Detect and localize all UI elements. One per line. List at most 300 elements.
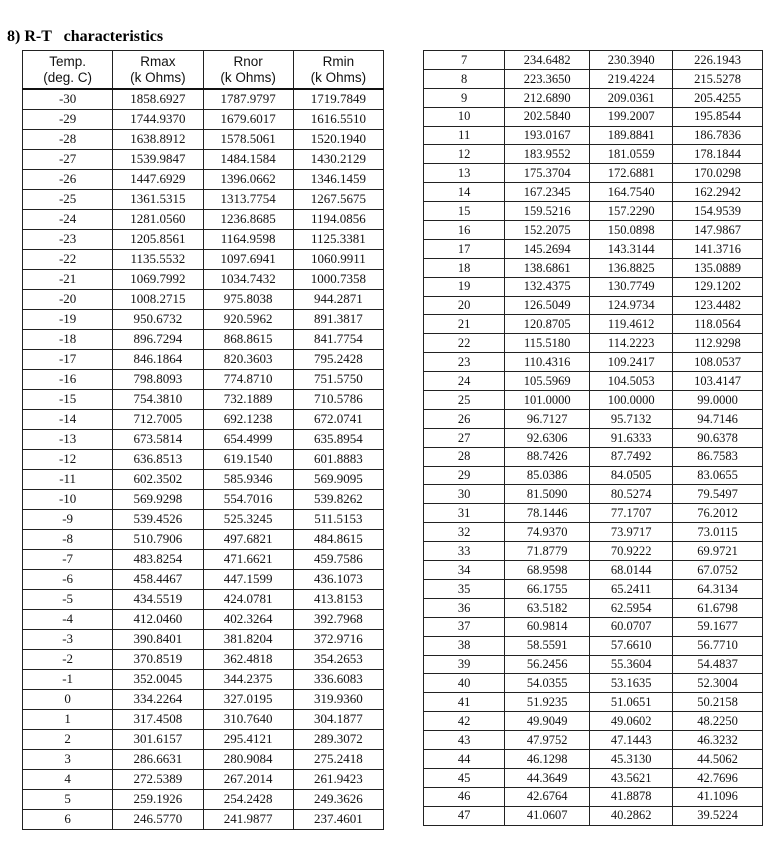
resistance-cell: 497.6821 <box>203 530 293 550</box>
temp-cell: -28 <box>23 130 113 150</box>
resistance-cell: 202.5840 <box>505 107 590 126</box>
header-rmax <box>113 51 203 90</box>
resistance-cell: 447.1599 <box>203 570 293 590</box>
resistance-cell: 157.2290 <box>590 202 673 221</box>
resistance-cell: 370.8519 <box>113 650 203 670</box>
resistance-cell: 215.5278 <box>673 69 763 88</box>
resistance-cell: 327.0195 <box>203 690 293 710</box>
resistance-cell: 52.3004 <box>673 674 763 693</box>
resistance-cell: 354.2653 <box>293 650 383 670</box>
resistance-cell: 310.7640 <box>203 710 293 730</box>
temp-cell: 37 <box>424 617 505 636</box>
resistance-cell: 104.5053 <box>590 372 673 391</box>
table-row <box>424 806 763 825</box>
table-row <box>23 430 384 450</box>
resistance-cell: 159.5216 <box>505 202 590 221</box>
resistance-cell: 774.8710 <box>203 370 293 390</box>
resistance-cell: 209.0361 <box>590 88 673 107</box>
resistance-cell: 1194.0856 <box>293 210 383 230</box>
temp-cell: 13 <box>424 164 505 183</box>
temp-cell: 29 <box>424 466 505 485</box>
temp-cell: 17 <box>424 239 505 258</box>
table-row <box>23 390 384 410</box>
resistance-cell: 41.0607 <box>505 806 590 825</box>
resistance-cell: 112.9298 <box>673 334 763 353</box>
temp-cell: 33 <box>424 542 505 561</box>
resistance-cell: 135.0889 <box>673 258 763 277</box>
table-row <box>424 693 763 712</box>
resistance-cell: 43.5621 <box>590 768 673 787</box>
resistance-cell: 83.0655 <box>673 466 763 485</box>
table-row <box>23 150 384 170</box>
resistance-cell: 402.3264 <box>203 610 293 630</box>
resistance-cell: 66.1755 <box>505 579 590 598</box>
resistance-cell: 280.9084 <box>203 750 293 770</box>
table-row <box>23 370 384 390</box>
resistance-cell: 246.5770 <box>113 810 203 830</box>
temp-cell: 19 <box>424 277 505 296</box>
table-row <box>424 391 763 410</box>
resistance-cell: 1638.8912 <box>113 130 203 150</box>
table-row <box>424 636 763 655</box>
resistance-cell: 289.3072 <box>293 730 383 750</box>
resistance-cell: 54.4837 <box>673 655 763 674</box>
temp-cell: -21 <box>23 270 113 290</box>
resistance-cell: 569.9298 <box>113 490 203 510</box>
table-row <box>23 170 384 190</box>
resistance-cell: 1034.7432 <box>203 270 293 290</box>
temp-cell: -13 <box>23 430 113 450</box>
table-row <box>23 190 384 210</box>
resistance-cell: 39.5224 <box>673 806 763 825</box>
resistance-cell: 295.4121 <box>203 730 293 750</box>
resistance-cell: 751.5750 <box>293 370 383 390</box>
resistance-cell: 1000.7358 <box>293 270 383 290</box>
temp-cell: 40 <box>424 674 505 693</box>
table-row <box>424 334 763 353</box>
temp-cell: -7 <box>23 550 113 570</box>
resistance-cell: 319.9360 <box>293 690 383 710</box>
resistance-cell: 1281.0560 <box>113 210 203 230</box>
table-row <box>424 768 763 787</box>
table-row <box>424 164 763 183</box>
resistance-cell: 71.8779 <box>505 542 590 561</box>
resistance-cell: 87.7492 <box>590 447 673 466</box>
table-row <box>424 787 763 806</box>
table-row <box>424 485 763 504</box>
resistance-cell: 145.2694 <box>505 239 590 258</box>
table-row <box>23 670 384 690</box>
resistance-cell: 539.8262 <box>293 490 383 510</box>
resistance-cell: 54.0355 <box>505 674 590 693</box>
temp-cell: -15 <box>23 390 113 410</box>
temp-cell: 25 <box>424 391 505 410</box>
resistance-cell: 372.9716 <box>293 630 383 650</box>
resistance-cell: 1008.2715 <box>113 290 203 310</box>
resistance-cell: 47.1443 <box>590 731 673 750</box>
resistance-cell: 254.2428 <box>203 790 293 810</box>
table-row <box>424 579 763 598</box>
table-row <box>23 130 384 150</box>
resistance-cell: 68.9598 <box>505 561 590 580</box>
resistance-cell: 223.3650 <box>505 69 590 88</box>
resistance-cell: 336.6083 <box>293 670 383 690</box>
resistance-cell: 483.8254 <box>113 550 203 570</box>
temp-cell: -6 <box>23 570 113 590</box>
table-row <box>23 330 384 350</box>
rt-table-right <box>423 50 763 826</box>
temp-cell: 24 <box>424 372 505 391</box>
table-row <box>424 712 763 731</box>
resistance-cell: 64.3134 <box>673 579 763 598</box>
temp-cell: -5 <box>23 590 113 610</box>
resistance-cell: 58.5591 <box>505 636 590 655</box>
table-row <box>23 250 384 270</box>
resistance-cell: 654.4999 <box>203 430 293 450</box>
resistance-cell: 100.0000 <box>590 391 673 410</box>
header-rmax-line2: (k Ohms) <box>130 69 186 85</box>
resistance-cell: 1060.9911 <box>293 250 383 270</box>
resistance-cell: 975.8038 <box>203 290 293 310</box>
table-row <box>424 428 763 447</box>
resistance-cell: 226.1943 <box>673 51 763 70</box>
table-row <box>23 770 384 790</box>
resistance-cell: 61.6798 <box>673 598 763 617</box>
temp-cell: -26 <box>23 170 113 190</box>
resistance-cell: 1787.9797 <box>203 89 293 110</box>
resistance-cell: 77.1707 <box>590 504 673 523</box>
temp-cell: 23 <box>424 353 505 372</box>
resistance-cell: 186.7836 <box>673 126 763 145</box>
table-row <box>424 598 763 617</box>
resistance-cell: 1267.5675 <box>293 190 383 210</box>
resistance-cell: 1135.5532 <box>113 250 203 270</box>
right-table-body <box>424 51 763 826</box>
resistance-cell: 119.4612 <box>590 315 673 334</box>
resistance-cell: 78.1446 <box>505 504 590 523</box>
resistance-cell: 602.3502 <box>113 470 203 490</box>
temp-cell: -22 <box>23 250 113 270</box>
resistance-cell: 183.9552 <box>505 145 590 164</box>
temp-cell: 20 <box>424 296 505 315</box>
temp-cell: -1 <box>23 670 113 690</box>
resistance-cell: 147.9867 <box>673 221 763 240</box>
resistance-cell: 275.2418 <box>293 750 383 770</box>
table-row <box>424 466 763 485</box>
temp-cell: 5 <box>23 790 113 810</box>
resistance-cell: 65.2411 <box>590 579 673 598</box>
resistance-cell: 1125.3381 <box>293 230 383 250</box>
table-row <box>23 470 384 490</box>
table-row <box>23 230 384 250</box>
resistance-cell: 424.0781 <box>203 590 293 610</box>
resistance-cell: 56.2456 <box>505 655 590 674</box>
temp-cell: -12 <box>23 450 113 470</box>
resistance-cell: 205.4255 <box>673 88 763 107</box>
section-title: 8) R-T characteristics <box>7 28 164 45</box>
resistance-cell: 110.4316 <box>505 353 590 372</box>
table-row <box>23 810 384 830</box>
resistance-cell: 1346.1459 <box>293 170 383 190</box>
resistance-cell: 126.5049 <box>505 296 590 315</box>
resistance-cell: 88.7426 <box>505 447 590 466</box>
resistance-cell: 40.2862 <box>590 806 673 825</box>
resistance-cell: 91.6333 <box>590 428 673 447</box>
resistance-cell: 193.0167 <box>505 126 590 145</box>
resistance-cell: 436.1073 <box>293 570 383 590</box>
resistance-cell: 434.5519 <box>113 590 203 610</box>
resistance-cell: 178.1844 <box>673 145 763 164</box>
temp-cell: -2 <box>23 650 113 670</box>
resistance-cell: 42.6764 <box>505 787 590 806</box>
resistance-cell: 585.9346 <box>203 470 293 490</box>
resistance-cell: 108.0537 <box>673 353 763 372</box>
resistance-cell: 1744.9370 <box>113 110 203 130</box>
header-rnor-line1: Rnor <box>233 53 263 69</box>
header-temp <box>23 51 113 90</box>
resistance-cell: 820.3603 <box>203 350 293 370</box>
table-row <box>23 570 384 590</box>
temp-cell: 36 <box>424 598 505 617</box>
resistance-cell: 46.3232 <box>673 731 763 750</box>
temp-cell: 45 <box>424 768 505 787</box>
temp-cell: 27 <box>424 428 505 447</box>
temp-cell: 18 <box>424 258 505 277</box>
table-row <box>23 650 384 670</box>
resistance-cell: 381.8204 <box>203 630 293 650</box>
temp-cell: 15 <box>424 202 505 221</box>
resistance-cell: 49.9049 <box>505 712 590 731</box>
resistance-cell: 1396.0662 <box>203 170 293 190</box>
resistance-cell: 114.2223 <box>590 334 673 353</box>
resistance-cell: 53.1635 <box>590 674 673 693</box>
table-row <box>424 315 763 334</box>
resistance-cell: 68.0144 <box>590 561 673 580</box>
table-row <box>424 561 763 580</box>
resistance-cell: 846.1864 <box>113 350 203 370</box>
resistance-cell: 868.8615 <box>203 330 293 350</box>
resistance-cell: 73.0115 <box>673 523 763 542</box>
resistance-cell: 1858.6927 <box>113 89 203 110</box>
table-row <box>23 710 384 730</box>
table-row <box>424 655 763 674</box>
temp-cell: 1 <box>23 710 113 730</box>
table-row <box>424 447 763 466</box>
resistance-cell: 195.8544 <box>673 107 763 126</box>
resistance-cell: 175.3704 <box>505 164 590 183</box>
resistance-cell: 152.2075 <box>505 221 590 240</box>
resistance-cell: 60.0707 <box>590 617 673 636</box>
resistance-cell: 70.9222 <box>590 542 673 561</box>
table-row <box>424 107 763 126</box>
table-row <box>23 350 384 370</box>
resistance-cell: 569.9095 <box>293 470 383 490</box>
temp-cell: 0 <box>23 690 113 710</box>
temp-cell: -8 <box>23 530 113 550</box>
resistance-cell: 891.3817 <box>293 310 383 330</box>
resistance-cell: 96.7127 <box>505 409 590 428</box>
temp-cell: -16 <box>23 370 113 390</box>
table-row <box>424 126 763 145</box>
resistance-cell: 1205.8561 <box>113 230 203 250</box>
resistance-cell: 49.0602 <box>590 712 673 731</box>
header-rnor-line2: (k Ohms) <box>220 69 276 85</box>
table-row <box>23 610 384 630</box>
resistance-cell: 212.6890 <box>505 88 590 107</box>
header-rmin-line1: Rmin <box>322 53 355 69</box>
resistance-cell: 47.9752 <box>505 731 590 750</box>
table-row <box>424 674 763 693</box>
temp-cell: -14 <box>23 410 113 430</box>
temp-cell: -27 <box>23 150 113 170</box>
resistance-cell: 459.7586 <box>293 550 383 570</box>
resistance-cell: 267.2014 <box>203 770 293 790</box>
resistance-cell: 69.9721 <box>673 542 763 561</box>
resistance-cell: 172.6881 <box>590 164 673 183</box>
temp-cell: 3 <box>23 750 113 770</box>
resistance-cell: 90.6378 <box>673 428 763 447</box>
resistance-cell: 56.7710 <box>673 636 763 655</box>
resistance-cell: 143.3144 <box>590 239 673 258</box>
table-row <box>23 550 384 570</box>
temp-cell: -9 <box>23 510 113 530</box>
resistance-cell: 1097.6941 <box>203 250 293 270</box>
resistance-cell: 510.7906 <box>113 530 203 550</box>
resistance-cell: 301.6157 <box>113 730 203 750</box>
resistance-cell: 1679.6017 <box>203 110 293 130</box>
resistance-cell: 619.1540 <box>203 450 293 470</box>
resistance-cell: 692.1238 <box>203 410 293 430</box>
resistance-cell: 635.8954 <box>293 430 383 450</box>
resistance-cell: 754.3810 <box>113 390 203 410</box>
rt-table-right-table <box>423 50 763 826</box>
temp-cell: 28 <box>424 447 505 466</box>
resistance-cell: 189.8841 <box>590 126 673 145</box>
temp-cell: -4 <box>23 610 113 630</box>
temp-cell: 35 <box>424 579 505 598</box>
resistance-cell: 84.0505 <box>590 466 673 485</box>
resistance-cell: 109.2417 <box>590 353 673 372</box>
temp-cell: 6 <box>23 810 113 830</box>
resistance-cell: 1430.2129 <box>293 150 383 170</box>
table-row <box>23 530 384 550</box>
resistance-cell: 79.5497 <box>673 485 763 504</box>
table-row <box>23 310 384 330</box>
table-row <box>424 258 763 277</box>
resistance-cell: 672.0741 <box>293 410 383 430</box>
temp-cell: -24 <box>23 210 113 230</box>
resistance-cell: 286.6631 <box>113 750 203 770</box>
resistance-cell: 673.5814 <box>113 430 203 450</box>
resistance-cell: 636.8513 <box>113 450 203 470</box>
table-row <box>23 410 384 430</box>
resistance-cell: 199.2007 <box>590 107 673 126</box>
resistance-cell: 1520.1940 <box>293 130 383 150</box>
resistance-cell: 154.9539 <box>673 202 763 221</box>
table-row <box>424 239 763 258</box>
resistance-cell: 120.8705 <box>505 315 590 334</box>
table-row <box>23 270 384 290</box>
header-rnor <box>203 51 293 90</box>
resistance-cell: 261.9423 <box>293 770 383 790</box>
temp-cell: 44 <box>424 749 505 768</box>
header-rmin <box>293 51 383 90</box>
resistance-cell: 525.3245 <box>203 510 293 530</box>
temp-cell: 34 <box>424 561 505 580</box>
resistance-cell: 57.6610 <box>590 636 673 655</box>
temp-cell: 11 <box>424 126 505 145</box>
temp-cell: 2 <box>23 730 113 750</box>
table-row <box>23 510 384 530</box>
table-row <box>23 750 384 770</box>
resistance-cell: 63.5182 <box>505 598 590 617</box>
resistance-cell: 136.8825 <box>590 258 673 277</box>
resistance-cell: 42.7696 <box>673 768 763 787</box>
resistance-cell: 259.1926 <box>113 790 203 810</box>
table-row <box>424 353 763 372</box>
resistance-cell: 392.7968 <box>293 610 383 630</box>
resistance-cell: 101.0000 <box>505 391 590 410</box>
header-rmin-line2: (k Ohms) <box>310 69 367 85</box>
resistance-cell: 234.6482 <box>505 51 590 70</box>
resistance-cell: 1616.5510 <box>293 110 383 130</box>
temp-cell: 22 <box>424 334 505 353</box>
table-row <box>23 590 384 610</box>
table-row <box>23 110 384 130</box>
resistance-cell: 92.6306 <box>505 428 590 447</box>
temp-cell: 41 <box>424 693 505 712</box>
table-row <box>424 277 763 296</box>
resistance-cell: 458.4467 <box>113 570 203 590</box>
resistance-cell: 795.2428 <box>293 350 383 370</box>
temp-cell: 31 <box>424 504 505 523</box>
table-row <box>424 88 763 107</box>
resistance-cell: 81.5090 <box>505 485 590 504</box>
header-row <box>23 51 384 90</box>
resistance-cell: 539.4526 <box>113 510 203 530</box>
table-row <box>424 504 763 523</box>
resistance-cell: 601.8883 <box>293 450 383 470</box>
resistance-cell: 170.0298 <box>673 164 763 183</box>
resistance-cell: 412.0460 <box>113 610 203 630</box>
resistance-cell: 732.1889 <box>203 390 293 410</box>
temp-cell: -30 <box>23 89 113 110</box>
resistance-cell: 511.5153 <box>293 510 383 530</box>
temp-cell: 46 <box>424 787 505 806</box>
temp-cell: 8 <box>424 69 505 88</box>
resistance-cell: 59.1677 <box>673 617 763 636</box>
resistance-cell: 74.9370 <box>505 523 590 542</box>
temp-cell: -19 <box>23 310 113 330</box>
resistance-cell: 129.1202 <box>673 277 763 296</box>
resistance-cell: 304.1877 <box>293 710 383 730</box>
rt-table-header <box>23 51 384 90</box>
resistance-cell: 944.2871 <box>293 290 383 310</box>
table-row <box>424 372 763 391</box>
table-row <box>424 542 763 561</box>
table-row <box>424 51 763 70</box>
resistance-cell: 1164.9598 <box>203 230 293 250</box>
resistance-cell: 85.0386 <box>505 466 590 485</box>
resistance-cell: 115.5180 <box>505 334 590 353</box>
resistance-cell: 51.0651 <box>590 693 673 712</box>
resistance-cell: 920.5962 <box>203 310 293 330</box>
resistance-cell: 484.8615 <box>293 530 383 550</box>
resistance-cell: 105.5969 <box>505 372 590 391</box>
temp-cell: 39 <box>424 655 505 674</box>
temp-cell: -10 <box>23 490 113 510</box>
table-row <box>424 145 763 164</box>
